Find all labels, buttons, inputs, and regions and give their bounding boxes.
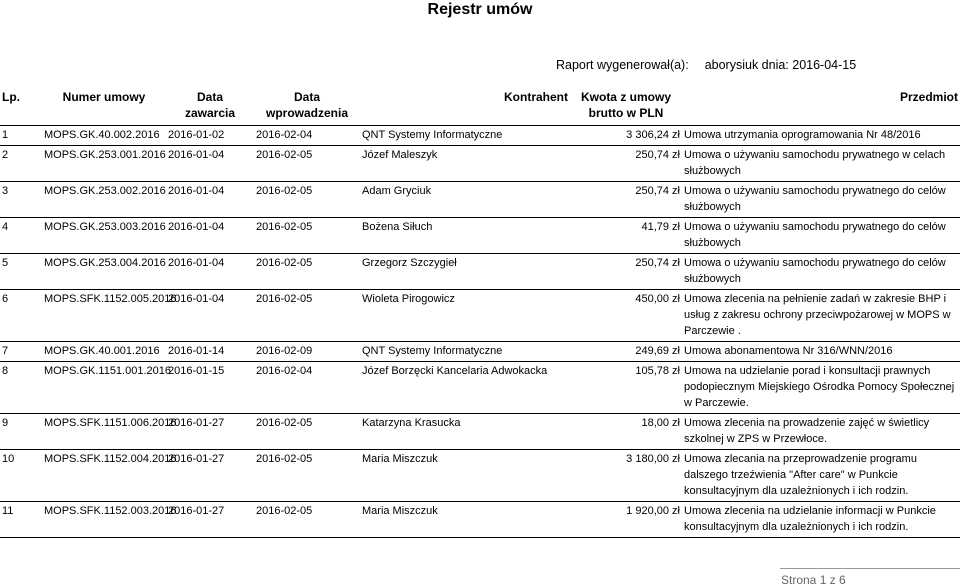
- header-amount-line2: brutto w PLN: [588, 106, 664, 120]
- header-date-signed-line2: zawarcia: [184, 106, 236, 120]
- cell-amount: 1 920,00 zł: [570, 502, 682, 538]
- cell-number: MOPS.GK.253.002.2016: [42, 182, 166, 218]
- cell-lp: 5: [0, 254, 42, 290]
- table-row: [0, 218, 960, 254]
- table-row: [0, 254, 960, 290]
- cell-lp: 4: [0, 218, 42, 254]
- cell-date-signed: 2016-01-04: [166, 254, 254, 290]
- cell-date-signed: 2016-01-04: [166, 146, 254, 182]
- cell-subject: Umowa zlecenia na prowadzenie zajęć w świetlicy szkolnej w ZPS w Przewłoce.: [682, 414, 960, 450]
- cell-amount: 250,74 zł: [570, 182, 682, 218]
- cell-contractor: Bożena Siłuch: [360, 218, 570, 254]
- page-title: Rejestr umów: [427, 1, 533, 18]
- cell-amount: 250,74 zł: [570, 254, 682, 290]
- contracts-table: [0, 86, 960, 538]
- cell-contractor: Adam Gryciuk: [360, 182, 570, 218]
- cell-subject: Umowa o używaniu samochodu prywatnego do celów służbowych: [682, 254, 960, 290]
- cell-number: MOPS.GK.1151.001.2016: [42, 362, 166, 414]
- table-body: [0, 126, 960, 538]
- cell-number: MOPS.SFK.1152.003.2016: [42, 502, 166, 538]
- cell-subject: Umowa zlecenia na pełnienie zadań w zakresie BHP i usług z zakresu ochrony przeciwpożarowej w MOPS w Parczewie .: [682, 290, 960, 342]
- header-date-entered: [254, 86, 360, 126]
- cell-contractor: Katarzyna Krasucka: [360, 414, 570, 450]
- cell-date-entered: 2016-02-04: [254, 362, 360, 414]
- table-row: [0, 146, 960, 182]
- cell-lp: 11: [0, 502, 42, 538]
- cell-date-entered: 2016-02-04: [254, 126, 360, 146]
- header-lp: Lp.: [0, 86, 42, 126]
- table-header-row: [0, 86, 960, 126]
- cell-date-signed: 2016-01-04: [166, 218, 254, 254]
- cell-contractor: Józef Borzęcki Kancelaria Adwokacka: [360, 362, 570, 414]
- header-number: Numer umowy: [42, 86, 166, 126]
- cell-date-signed: 2016-01-02: [166, 126, 254, 146]
- cell-date-signed: 2016-01-27: [166, 414, 254, 450]
- header-date-entered-line1: Data: [293, 90, 320, 104]
- header-amount: [570, 86, 682, 126]
- cell-lp: 6: [0, 290, 42, 342]
- cell-date-entered: 2016-02-09: [254, 342, 360, 362]
- cell-amount: 3 306,24 zł: [570, 126, 682, 146]
- cell-lp: 10: [0, 450, 42, 502]
- cell-amount: 450,00 zł: [570, 290, 682, 342]
- cell-date-entered: 2016-02-05: [254, 218, 360, 254]
- header-contractor: Kontrahent: [360, 86, 570, 126]
- cell-date-signed: 2016-01-27: [166, 502, 254, 538]
- cell-date-signed: 2016-01-27: [166, 450, 254, 502]
- cell-number: MOPS.GK.253.001.2016: [42, 146, 166, 182]
- table-row: [0, 182, 960, 218]
- cell-subject: Umowa utrzymania oprogramowania Nr 48/2016: [682, 126, 960, 146]
- cell-lp: 3: [0, 182, 42, 218]
- cell-contractor: Józef Maleszyk: [360, 146, 570, 182]
- table-row: [0, 342, 960, 362]
- cell-number: MOPS.GK.40.001.2016: [42, 342, 166, 362]
- page-number: Strona 1 z 6: [781, 573, 846, 587]
- cell-date-entered: 2016-02-05: [254, 182, 360, 218]
- header-date-signed-line1: Data: [196, 90, 223, 104]
- cell-contractor: QNT Systemy Informatyczne: [360, 342, 570, 362]
- cell-subject: Umowa zlecania na przeprowadzenie programu dalszego trzeźwienia "After care" w Punkcie konsultacyjnym dla uzależnionych i ich rodzin.: [682, 450, 960, 502]
- cell-lp: 1: [0, 126, 42, 146]
- header-amount-line1: Kwota z umowy: [580, 90, 671, 104]
- cell-date-signed: 2016-01-14: [166, 342, 254, 362]
- cell-amount: 250,74 zł: [570, 146, 682, 182]
- table-row: [0, 362, 960, 414]
- cell-amount: 41,79 zł: [570, 218, 682, 254]
- cell-amount: 18,00 zł: [570, 414, 682, 450]
- cell-date-entered: 2016-02-05: [254, 414, 360, 450]
- header-subject: Przedmiot: [682, 86, 960, 126]
- header-date-entered-line2: wprowadzenia: [265, 106, 348, 120]
- cell-date-entered: 2016-02-05: [254, 254, 360, 290]
- table-row: [0, 126, 960, 146]
- cell-number: MOPS.SFK.1152.005.2016: [42, 290, 166, 342]
- table-row: [0, 290, 960, 342]
- cell-contractor: Wioleta Pirogowicz: [360, 290, 570, 342]
- cell-amount: 249,69 zł: [570, 342, 682, 362]
- generated-user-date: aborysiuk dnia: 2016-04-15: [704, 58, 857, 72]
- table-row: [0, 450, 960, 502]
- cell-subject: Umowa o używaniu samochodu prywatnego do celów służbowych: [682, 218, 960, 254]
- generated-by-label: Raport wygenerował(a):: [556, 58, 689, 72]
- cell-amount: 105,78 zł: [570, 362, 682, 414]
- cell-lp: 9: [0, 414, 42, 450]
- cell-date-signed: 2016-01-04: [166, 182, 254, 218]
- report-info: [556, 58, 856, 72]
- cell-date-signed: 2016-01-04: [166, 290, 254, 342]
- cell-subject: Umowa o używaniu samochodu prywatnego do celów służbowych: [682, 182, 960, 218]
- cell-number: MOPS.SFK.1151.006.2016: [42, 414, 166, 450]
- cell-lp: 7: [0, 342, 42, 362]
- cell-date-signed: 2016-01-15: [166, 362, 254, 414]
- cell-lp: 8: [0, 362, 42, 414]
- footer-divider: [780, 568, 960, 569]
- table-row: [0, 414, 960, 450]
- cell-contractor: Grzegorz Szczygieł: [360, 254, 570, 290]
- cell-contractor: Maria Miszczuk: [360, 450, 570, 502]
- cell-number: MOPS.GK.253.004.2016: [42, 254, 166, 290]
- cell-number: MOPS.GK.40.002.2016: [42, 126, 166, 146]
- table-row: [0, 502, 960, 538]
- cell-lp: 2: [0, 146, 42, 182]
- cell-date-entered: 2016-02-05: [254, 146, 360, 182]
- cell-number: MOPS.SFK.1152.004.2016: [42, 450, 166, 502]
- cell-date-entered: 2016-02-05: [254, 290, 360, 342]
- cell-subject: Umowa zlecenia na udzielanie informacji w Punkcie konsultacyjnym dla uzależnionych i ich rodzin.: [682, 502, 960, 538]
- cell-subject: Umowa na udzielanie porad i konsultacji prawnych podopiecznym Miejskiego Ośrodka Pomocy Społecznej w Parczewie.: [682, 362, 960, 414]
- cell-contractor: Maria Miszczuk: [360, 502, 570, 538]
- cell-date-entered: 2016-02-05: [254, 502, 360, 538]
- cell-amount: 3 180,00 zł: [570, 450, 682, 502]
- cell-contractor: QNT Systemy Informatyczne: [360, 126, 570, 146]
- cell-date-entered: 2016-02-05: [254, 450, 360, 502]
- header-date-signed: [166, 86, 254, 126]
- cell-number: MOPS.GK.253.003.2016: [42, 218, 166, 254]
- cell-subject: Umowa abonamentowa Nr 316/WNN/2016: [682, 342, 960, 362]
- cell-subject: Umowa o używaniu samochodu prywatnego w celach służbowych: [682, 146, 960, 182]
